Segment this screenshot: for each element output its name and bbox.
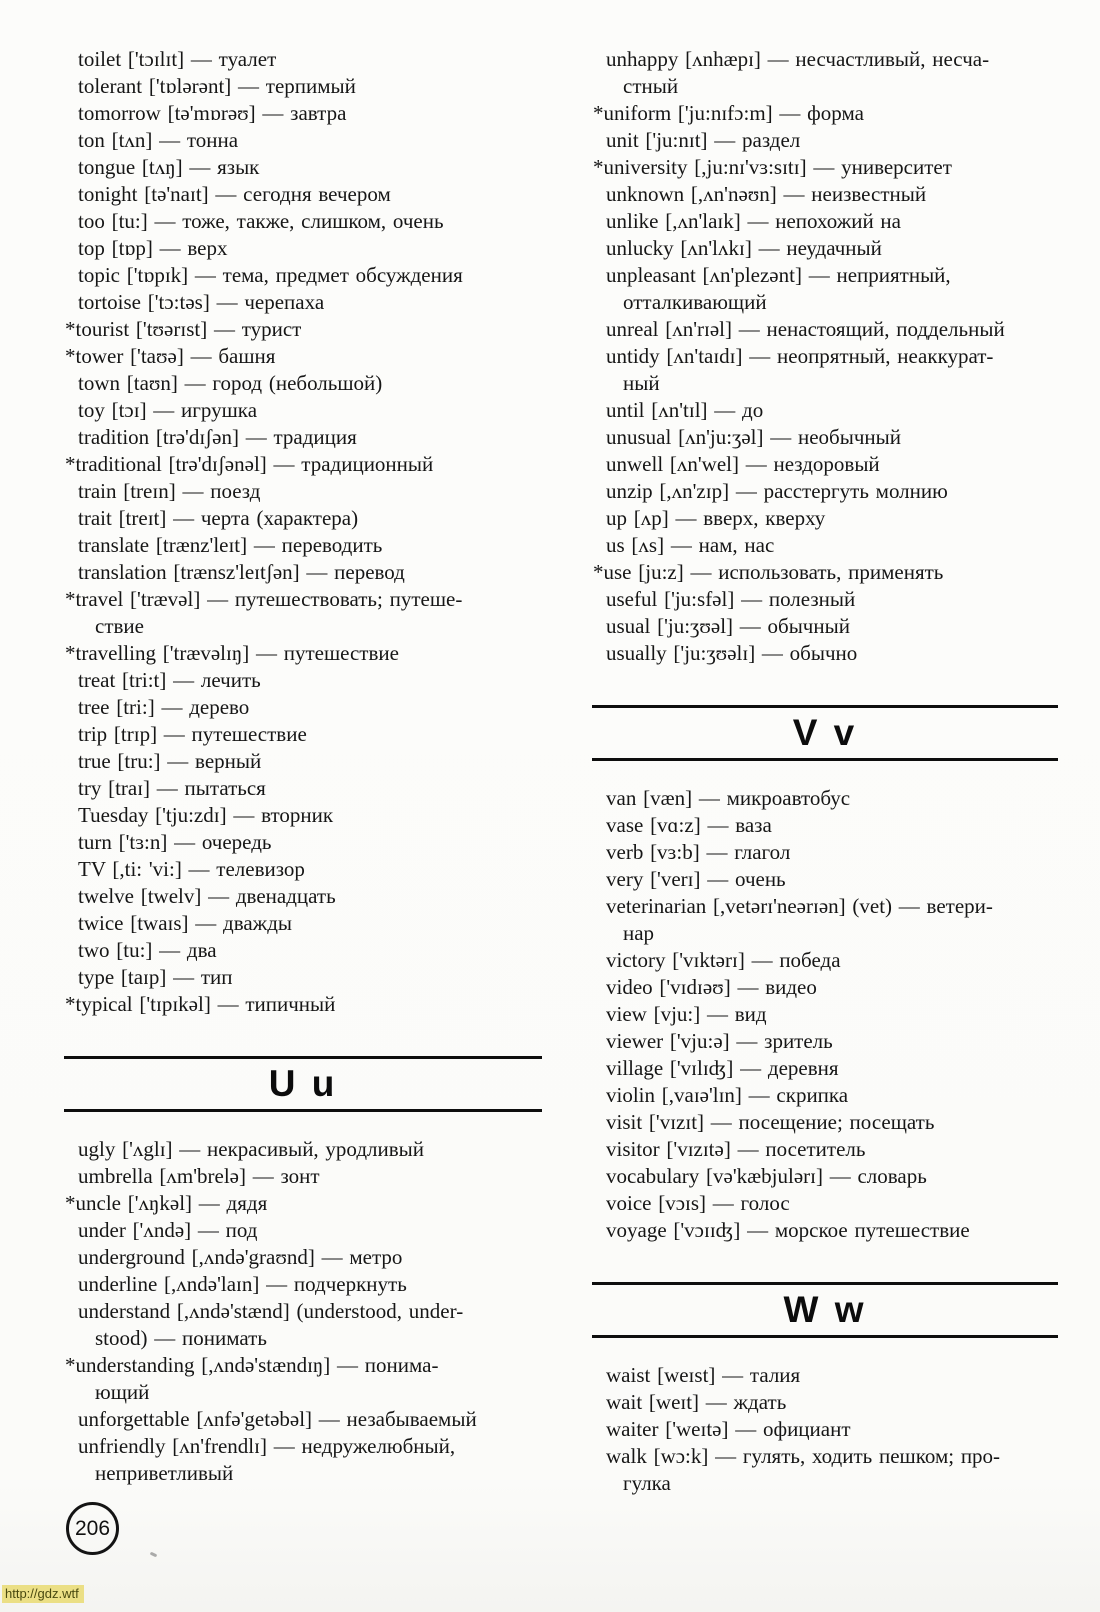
dictionary-entry bbox=[592, 1109, 1058, 1136]
dictionary-entry bbox=[592, 839, 1058, 866]
entry-text: vase [vɑ:z] — ваза bbox=[606, 813, 772, 837]
entry-text: two [tu:] — два bbox=[78, 938, 217, 962]
entry-text: underline [,ʌndə'laɪn] — подчеркнуть bbox=[78, 1272, 407, 1296]
dictionary-entry bbox=[64, 910, 542, 937]
dictionary-entry bbox=[592, 532, 1058, 559]
entry-text: *use [ju:z] — использовать, применять bbox=[593, 560, 944, 584]
dictionary-entry bbox=[64, 856, 542, 883]
entry-text: tree [tri:] — дерево bbox=[78, 695, 250, 719]
dictionary-entry bbox=[592, 1416, 1058, 1443]
dictionary-entry bbox=[64, 100, 542, 127]
entry-text: untidy [ʌn'taɪdɪ] — неопрятный, неаккурат- bbox=[606, 344, 994, 368]
entry-text: walk [wɔ:k] — гулять, ходить пешком; про- bbox=[606, 1444, 1001, 1468]
entry-text: *tower ['taʊə] — башня bbox=[65, 344, 276, 368]
section-header-w bbox=[592, 1282, 1058, 1338]
dictionary-entry bbox=[592, 1389, 1058, 1416]
entry-text: village ['vɪlɪʤ] — деревня bbox=[606, 1056, 839, 1080]
entry-text: unknown [,ʌn'nəʊn] — неизвестный bbox=[606, 182, 927, 206]
dictionary-entry bbox=[592, 974, 1058, 1001]
entry-text: unzip [,ʌn'zɪp] — расстергуть молнию bbox=[606, 479, 948, 503]
dictionary-entry bbox=[592, 893, 1058, 947]
dictionary-entry bbox=[592, 640, 1058, 667]
dictionary-entry bbox=[64, 937, 542, 964]
entry-text: under ['ʌndə] — под bbox=[78, 1218, 258, 1242]
entry-text: very ['verɪ] — очень bbox=[606, 867, 786, 891]
dictionary-entry bbox=[592, 451, 1058, 478]
entry-text: us [ʌs] — нам, нас bbox=[606, 533, 775, 557]
entry-text: voyage ['vɔɪɪʤ] — морское путешествие bbox=[606, 1218, 970, 1242]
dictionary-entry bbox=[64, 802, 542, 829]
entry-text: unlucky [ʌn'lʌkɪ] — неудачный bbox=[606, 236, 882, 260]
dictionary-entry bbox=[64, 424, 542, 451]
entry-text: tongue [tʌŋ] — язык bbox=[78, 155, 260, 179]
dictionary-entry bbox=[64, 991, 542, 1018]
entry-text: trait [treɪt] — черта (характера) bbox=[78, 506, 359, 530]
entry-text: twice [twaɪs] — дважды bbox=[78, 911, 292, 935]
entry-text: voice [vɔɪs] — голос bbox=[606, 1191, 790, 1215]
section-letter: V v bbox=[792, 712, 858, 753]
entry-text: unlike [,ʌn'laɪk] — непохожий на bbox=[606, 209, 901, 233]
dictionary-entry bbox=[64, 829, 542, 856]
entry-text: *typical ['tɪpɪkəl] — типичный bbox=[65, 992, 336, 1016]
dictionary-entry bbox=[64, 586, 542, 640]
dictionary-entry bbox=[64, 181, 542, 208]
entry-text: *uniform ['ju:nɪfɔ:m] — форма bbox=[593, 101, 864, 125]
section-header-v bbox=[592, 705, 1058, 761]
entry-text: unhappy [ʌnhæpɪ] — несчастливый, несча- bbox=[606, 47, 990, 71]
entry-text: unusual [ʌn'ju:ʒəl] — необычный bbox=[606, 425, 901, 449]
entry-text: Tuesday ['tju:zdɪ] — вторник bbox=[78, 803, 334, 827]
entry-text: topic ['tɒpɪk] — тема, предмет обсуждения bbox=[78, 263, 463, 287]
entry-text-continuation: гулка bbox=[623, 1471, 671, 1495]
dictionary-entry bbox=[592, 947, 1058, 974]
dictionary-entry bbox=[592, 1163, 1058, 1190]
entry-text: waiter ['weɪtə] — официант bbox=[606, 1417, 851, 1441]
entry-text: TV [,ti: 'vi:] — телевизор bbox=[78, 857, 305, 881]
dictionary-entry bbox=[64, 694, 542, 721]
entry-text-continuation: ствие bbox=[95, 614, 144, 638]
dictionary-entry bbox=[64, 73, 542, 100]
dictionary-entry bbox=[592, 208, 1058, 235]
entry-text: up [ʌp] — вверх, кверху bbox=[606, 506, 826, 530]
entry-text: waist [weɪst] — талия bbox=[606, 1363, 801, 1387]
dictionary-entry bbox=[64, 1190, 542, 1217]
dictionary-entry bbox=[64, 1352, 542, 1406]
page-number-badge bbox=[66, 1502, 119, 1555]
entry-text: top [tɒp] — верх bbox=[78, 236, 228, 260]
entry-text: *understanding [,ʌndə'stændɪŋ] — понима- bbox=[65, 1353, 439, 1377]
dictionary-entry bbox=[64, 1217, 542, 1244]
watermark-url: http://gdz.wtf bbox=[2, 1585, 84, 1603]
dictionary-entry bbox=[64, 667, 542, 694]
dictionary-entry bbox=[64, 343, 542, 370]
dictionary-entry bbox=[64, 127, 542, 154]
entry-text: view [vju:] — вид bbox=[606, 1002, 767, 1026]
entry-text: van [væn] — микроавтобус bbox=[606, 786, 851, 810]
entry-text: tonight [tə'naɪt] — сегодня вечером bbox=[78, 182, 391, 206]
dictionary-entry bbox=[64, 208, 542, 235]
entry-text: translate [trænz'leɪt] — переводить bbox=[78, 533, 383, 557]
dictionary-entry bbox=[64, 883, 542, 910]
dictionary-entry bbox=[592, 46, 1058, 100]
entry-text: video ['vɪdɪəʊ] — видео bbox=[606, 975, 817, 999]
dictionary-entry bbox=[592, 1082, 1058, 1109]
entry-text: *travel ['trævəl] — путешествовать; путеше- bbox=[65, 587, 463, 611]
dictionary-entry bbox=[64, 316, 542, 343]
dictionary-entry bbox=[64, 532, 542, 559]
entry-text: type [taɪp] — тип bbox=[78, 965, 233, 989]
entry-text: unreal [ʌn'rɪəl] — ненастоящий, поддельный bbox=[606, 317, 1005, 341]
dictionary-entry bbox=[592, 127, 1058, 154]
entry-text: tomorrow [tə'mɒrəʊ] — завтра bbox=[78, 101, 347, 125]
dictionary-entry bbox=[64, 397, 542, 424]
entry-text: tortoise ['tɔ:təs] — черепаха bbox=[78, 290, 325, 314]
entry-text: until [ʌn'tɪl] — до bbox=[606, 398, 764, 422]
dictionary-entry bbox=[64, 721, 542, 748]
entry-text: unpleasant [ʌn'plezənt] — неприятный, bbox=[606, 263, 951, 287]
dictionary-entry bbox=[64, 1244, 542, 1271]
entry-text: train [treɪn] — поезд bbox=[78, 479, 261, 503]
entry-text: useful ['ju:sfəl] — полезный bbox=[606, 587, 856, 611]
dictionary-entry bbox=[592, 397, 1058, 424]
dictionary-entry bbox=[592, 424, 1058, 451]
dictionary-entry bbox=[64, 775, 542, 802]
entry-text: toy [tɔɪ] — игрушка bbox=[78, 398, 258, 422]
entry-text: tradition [trə'dɪʃən] — традиция bbox=[78, 425, 357, 449]
entry-text: visitor ['vɪzɪtə] — посетитель bbox=[606, 1137, 866, 1161]
entry-text: unit ['ju:nɪt] — раздел bbox=[606, 128, 801, 152]
entry-text: usually ['ju:ʒʊəlɪ] — обычно bbox=[606, 641, 858, 665]
dictionary-entry bbox=[592, 1001, 1058, 1028]
scan-artifact bbox=[150, 1552, 158, 1558]
dictionary-entry bbox=[592, 181, 1058, 208]
dictionary-entry bbox=[64, 262, 542, 289]
dictionary-entry bbox=[592, 866, 1058, 893]
dictionary-entry bbox=[592, 262, 1058, 316]
page-number: 206 bbox=[74, 1516, 111, 1540]
dictionary-entry bbox=[592, 478, 1058, 505]
dictionary-entry bbox=[64, 505, 542, 532]
entry-text-continuation: нар bbox=[623, 921, 655, 945]
section-letter: U u bbox=[268, 1063, 338, 1104]
entry-text: verb [vɜ:b] — глагол bbox=[606, 840, 791, 864]
entry-text-continuation: неприветливый bbox=[95, 1461, 234, 1485]
entry-text: underground [,ʌndə'graʊnd] — метро bbox=[78, 1245, 403, 1269]
dictionary-entry bbox=[592, 1055, 1058, 1082]
entry-text: usual ['ju:ʒʊəl] — обычный bbox=[606, 614, 850, 638]
entry-text: turn ['tɜ:n] — очередь bbox=[78, 830, 272, 854]
entry-text: *travelling ['trævəlɪŋ] — путешествие bbox=[65, 641, 399, 665]
dictionary-entry bbox=[592, 100, 1058, 127]
entry-text: try [traɪ] — пытаться bbox=[78, 776, 266, 800]
dictionary-entry bbox=[64, 1163, 542, 1190]
dictionary-entry bbox=[64, 478, 542, 505]
entry-text: true [tru:] — верный bbox=[78, 749, 262, 773]
dictionary-entry bbox=[592, 812, 1058, 839]
column-left bbox=[64, 46, 542, 1487]
entry-text: visit ['vɪzɪt] — посещение; посещать bbox=[606, 1110, 935, 1134]
entry-text-continuation: stood) — понимать bbox=[95, 1326, 267, 1350]
dictionary-entry bbox=[64, 235, 542, 262]
entry-text: veterinarian [,vetərɪ'neərɪən] (vet) — ветери- bbox=[606, 894, 993, 918]
dictionary-entry bbox=[64, 964, 542, 991]
dictionary-entry bbox=[592, 559, 1058, 586]
entry-text: too [tu:] — тоже, также, слишком, очень bbox=[78, 209, 444, 233]
entry-text: unfriendly [ʌn'frendlɪ] — недружелюбный, bbox=[78, 1434, 456, 1458]
entry-text: understand [,ʌndə'stænd] (understood, under- bbox=[78, 1299, 464, 1323]
entry-text: treat [tri:t] — лечить bbox=[78, 668, 261, 692]
dictionary-entry bbox=[592, 1362, 1058, 1389]
entry-text: violin [,vaɪə'lɪn] — скрипка bbox=[606, 1083, 849, 1107]
dictionary-entry bbox=[592, 343, 1058, 397]
entry-text: viewer ['vju:ə] — зритель bbox=[606, 1029, 833, 1053]
dictionary-entry bbox=[64, 154, 542, 181]
dictionary-entry bbox=[64, 370, 542, 397]
entry-text: unforgettable [ʌnfə'getəbəl] — незабываемый bbox=[78, 1407, 477, 1431]
entry-text: twelve [twelv] — двенадцать bbox=[78, 884, 336, 908]
dictionary-entry bbox=[592, 316, 1058, 343]
dictionary-entry bbox=[592, 613, 1058, 640]
entry-text: *traditional [trə'dɪʃənəl] — традиционный bbox=[65, 452, 434, 476]
entry-text: town [taʊn] — город (небольшой) bbox=[78, 371, 383, 395]
dictionary-entry bbox=[592, 505, 1058, 532]
entry-text: tolerant ['tɒlərənt] — терпимый bbox=[78, 74, 356, 98]
section-letter: W w bbox=[783, 1289, 867, 1330]
entry-text: vocabulary [və'kæbjulərɪ] — словарь bbox=[606, 1164, 927, 1188]
dictionary-entry bbox=[592, 1028, 1058, 1055]
dictionary-entry bbox=[592, 1190, 1058, 1217]
entry-text: unwell [ʌn'wel] — нездоровый bbox=[606, 452, 880, 476]
dictionary-entry bbox=[592, 1136, 1058, 1163]
dictionary-entry bbox=[64, 1406, 542, 1433]
entry-text: translation [trænsz'leɪtʃən] — перевод bbox=[78, 560, 405, 584]
dictionary-entry bbox=[592, 154, 1058, 181]
entry-text-continuation: отталкивающий bbox=[623, 290, 767, 314]
entry-text: toilet ['tɔɪlɪt] — туалет bbox=[78, 47, 277, 71]
entry-text-continuation: ный bbox=[623, 371, 660, 395]
entry-text-continuation: стный bbox=[623, 74, 679, 98]
dictionary-entry bbox=[64, 1271, 542, 1298]
dictionary-entry bbox=[64, 748, 542, 775]
entry-text: victory ['vɪktərɪ] — победа bbox=[606, 948, 841, 972]
dictionary-entry bbox=[64, 559, 542, 586]
section-header-u bbox=[64, 1056, 542, 1112]
entry-text: wait [weɪt] — ждать bbox=[606, 1390, 787, 1414]
dictionary-entry bbox=[64, 46, 542, 73]
entry-text-continuation: ющий bbox=[95, 1380, 150, 1404]
entry-text: *tourist ['tʊərɪst] — турист bbox=[65, 317, 302, 341]
dictionary-entry bbox=[64, 451, 542, 478]
dictionary-entry bbox=[64, 1433, 542, 1487]
dictionary-entry bbox=[592, 1443, 1058, 1497]
dictionary-entry bbox=[592, 785, 1058, 812]
dictionary-entry bbox=[64, 1298, 542, 1352]
dictionary-entry bbox=[64, 289, 542, 316]
dictionary-entry bbox=[592, 235, 1058, 262]
dictionary-entry bbox=[64, 640, 542, 667]
entry-text: umbrella [ʌm'brelə] — зонт bbox=[78, 1164, 320, 1188]
column-right bbox=[592, 46, 1058, 1497]
entry-text: *uncle ['ʌŋkəl] — дядя bbox=[65, 1191, 268, 1215]
dictionary-entry bbox=[64, 1136, 542, 1163]
entry-text: ton [tʌn] — тонна bbox=[78, 128, 239, 152]
dictionary-entry bbox=[592, 586, 1058, 613]
entry-text: ugly ['ʌglɪ] — некрасивый, уродливый bbox=[78, 1137, 424, 1161]
dictionary-entry bbox=[592, 1217, 1058, 1244]
entry-text: trip [trɪp] — путешествие bbox=[78, 722, 307, 746]
entry-text: *university [,ju:nɪ'vɜ:sɪtɪ] — университет bbox=[593, 155, 952, 179]
